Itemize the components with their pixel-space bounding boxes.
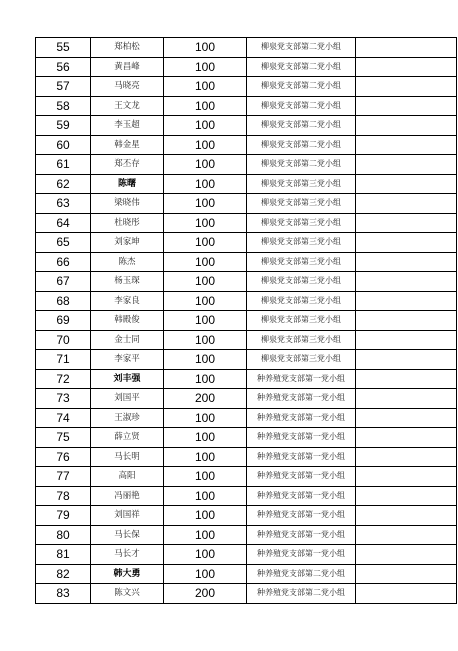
amount-cell: 200 [164, 584, 247, 604]
remarks-cell [356, 116, 457, 136]
row-number-cell: 77 [36, 467, 91, 487]
party-group-cell: 种养殖党支部第一党小组 [247, 447, 356, 467]
member-name-cell: 梁晓伟 [91, 194, 164, 214]
party-group-cell: 柳泉党支部第二党小组 [247, 57, 356, 77]
table-row [36, 194, 457, 214]
amount-cell: 100 [164, 408, 247, 428]
remarks-cell [356, 584, 457, 604]
amount-cell: 100 [164, 311, 247, 331]
row-number-cell: 74 [36, 408, 91, 428]
table-row [36, 545, 457, 565]
party-group-cell: 种养殖党支部第一党小组 [247, 408, 356, 428]
remarks-cell [356, 428, 457, 448]
table-row [36, 330, 457, 350]
row-number-cell: 82 [36, 564, 91, 584]
member-name-cell: 郑丕存 [91, 155, 164, 175]
row-number-cell: 59 [36, 116, 91, 136]
party-group-cell: 种养殖党支部第一党小组 [247, 545, 356, 565]
table-row [36, 233, 457, 253]
remarks-cell [356, 252, 457, 272]
row-number-cell: 63 [36, 194, 91, 214]
remarks-cell [356, 174, 457, 194]
amount-cell: 100 [164, 525, 247, 545]
member-name-cell: 薛立贤 [91, 428, 164, 448]
row-number-cell: 57 [36, 77, 91, 97]
amount-cell: 100 [164, 38, 247, 58]
row-number-cell: 60 [36, 135, 91, 155]
remarks-cell [356, 467, 457, 487]
row-number-cell: 73 [36, 389, 91, 409]
party-group-cell: 种养殖党支部第一党小组 [247, 506, 356, 526]
table-row [36, 428, 457, 448]
party-group-cell: 柳泉党支部第二党小组 [247, 96, 356, 116]
remarks-cell [356, 506, 457, 526]
remarks-cell [356, 194, 457, 214]
member-name-cell: 杜晓彤 [91, 213, 164, 233]
amount-cell: 200 [164, 389, 247, 409]
party-group-cell: 柳泉党支部第二党小组 [247, 135, 356, 155]
amount-cell: 100 [164, 447, 247, 467]
remarks-cell [356, 57, 457, 77]
amount-cell: 100 [164, 369, 247, 389]
row-number-cell: 70 [36, 330, 91, 350]
table-row [36, 174, 457, 194]
row-number-cell: 67 [36, 272, 91, 292]
row-number-cell: 58 [36, 96, 91, 116]
party-group-cell: 种养殖党支部第二党小组 [247, 564, 356, 584]
amount-cell: 100 [164, 77, 247, 97]
row-number-cell: 56 [36, 57, 91, 77]
table-row [36, 389, 457, 409]
party-group-cell: 柳泉党支部第三党小组 [247, 174, 356, 194]
remarks-cell [356, 408, 457, 428]
row-number-cell: 62 [36, 174, 91, 194]
remarks-cell [356, 77, 457, 97]
remarks-cell [356, 272, 457, 292]
table-row [36, 584, 457, 604]
contribution-table [35, 37, 457, 604]
amount-cell: 100 [164, 467, 247, 487]
party-group-cell: 柳泉党支部第三党小组 [247, 213, 356, 233]
row-number-cell: 65 [36, 233, 91, 253]
amount-cell: 100 [164, 428, 247, 448]
table-row [36, 467, 457, 487]
party-group-cell: 种养殖党支部第一党小组 [247, 369, 356, 389]
amount-cell: 100 [164, 252, 247, 272]
member-name-cell: 陈曙 [91, 174, 164, 194]
row-number-cell: 69 [36, 311, 91, 331]
row-number-cell: 75 [36, 428, 91, 448]
amount-cell: 100 [164, 57, 247, 77]
row-number-cell: 55 [36, 38, 91, 58]
table-row [36, 77, 457, 97]
row-number-cell: 72 [36, 369, 91, 389]
party-group-cell: 柳泉党支部第三党小组 [247, 194, 356, 214]
amount-cell: 100 [164, 486, 247, 506]
party-group-cell: 种养殖党支部第一党小组 [247, 428, 356, 448]
member-name-cell: 李玉超 [91, 116, 164, 136]
row-number-cell: 66 [36, 252, 91, 272]
member-name-cell: 刘国祥 [91, 506, 164, 526]
party-group-cell: 种养殖党支部第一党小组 [247, 486, 356, 506]
member-name-cell: 韩金星 [91, 135, 164, 155]
table-row [36, 506, 457, 526]
remarks-cell [356, 447, 457, 467]
member-name-cell: 王淑珍 [91, 408, 164, 428]
amount-cell: 100 [164, 155, 247, 175]
member-name-cell: 金士同 [91, 330, 164, 350]
amount-cell: 100 [164, 291, 247, 311]
party-group-cell: 种养殖党支部第二党小组 [247, 584, 356, 604]
amount-cell: 100 [164, 545, 247, 565]
row-number-cell: 61 [36, 155, 91, 175]
table-body [36, 38, 457, 604]
table-row [36, 447, 457, 467]
member-name-cell: 马晓亮 [91, 77, 164, 97]
party-group-cell: 柳泉党支部第三党小组 [247, 272, 356, 292]
party-group-cell: 柳泉党支部第三党小组 [247, 311, 356, 331]
table-row [36, 135, 457, 155]
remarks-cell [356, 564, 457, 584]
member-name-cell: 李家平 [91, 350, 164, 370]
table-row [36, 486, 457, 506]
party-group-cell: 种养殖党支部第一党小组 [247, 525, 356, 545]
row-number-cell: 83 [36, 584, 91, 604]
member-name-cell: 韩殿俊 [91, 311, 164, 331]
remarks-cell [356, 330, 457, 350]
row-number-cell: 68 [36, 291, 91, 311]
table-row [36, 369, 457, 389]
table-row [36, 311, 457, 331]
member-name-cell: 陈文兴 [91, 584, 164, 604]
table-row [36, 155, 457, 175]
member-name-cell: 杨玉琛 [91, 272, 164, 292]
table-row [36, 38, 457, 58]
member-name-cell: 黄昌峰 [91, 57, 164, 77]
remarks-cell [356, 389, 457, 409]
member-name-cell: 王文龙 [91, 96, 164, 116]
remarks-cell [356, 369, 457, 389]
remarks-cell [356, 311, 457, 331]
row-number-cell: 71 [36, 350, 91, 370]
member-name-cell: 马长明 [91, 447, 164, 467]
remarks-cell [356, 213, 457, 233]
amount-cell: 100 [164, 194, 247, 214]
table-row [36, 408, 457, 428]
amount-cell: 100 [164, 272, 247, 292]
table-row [36, 213, 457, 233]
table-row [36, 96, 457, 116]
amount-cell: 100 [164, 233, 247, 253]
member-name-cell: 韩大勇 [91, 564, 164, 584]
table-row [36, 272, 457, 292]
amount-cell: 100 [164, 506, 247, 526]
party-group-cell: 柳泉党支部第三党小组 [247, 330, 356, 350]
table-row [36, 350, 457, 370]
row-number-cell: 64 [36, 213, 91, 233]
party-group-cell: 柳泉党支部第二党小组 [247, 116, 356, 136]
party-group-cell: 柳泉党支部第三党小组 [247, 233, 356, 253]
member-name-cell: 马长才 [91, 545, 164, 565]
table-row [36, 525, 457, 545]
amount-cell: 100 [164, 213, 247, 233]
party-group-cell: 柳泉党支部第三党小组 [247, 350, 356, 370]
remarks-cell [356, 155, 457, 175]
amount-cell: 100 [164, 350, 247, 370]
amount-cell: 100 [164, 135, 247, 155]
member-name-cell: 陈杰 [91, 252, 164, 272]
remarks-cell [356, 350, 457, 370]
remarks-cell [356, 96, 457, 116]
remarks-cell [356, 38, 457, 58]
amount-cell: 100 [164, 116, 247, 136]
table-row [36, 57, 457, 77]
party-group-cell: 柳泉党支部第二党小组 [247, 155, 356, 175]
amount-cell: 100 [164, 330, 247, 350]
row-number-cell: 79 [36, 506, 91, 526]
party-group-cell: 柳泉党支部第三党小组 [247, 291, 356, 311]
member-name-cell: 高阳 [91, 467, 164, 487]
member-name-cell: 冯丽艳 [91, 486, 164, 506]
row-number-cell: 81 [36, 545, 91, 565]
amount-cell: 100 [164, 96, 247, 116]
member-name-cell: 马长保 [91, 525, 164, 545]
row-number-cell: 80 [36, 525, 91, 545]
row-number-cell: 76 [36, 447, 91, 467]
member-name-cell: 郑柏松 [91, 38, 164, 58]
table-row [36, 291, 457, 311]
remarks-cell [356, 525, 457, 545]
remarks-cell [356, 233, 457, 253]
table-row [36, 252, 457, 272]
amount-cell: 100 [164, 174, 247, 194]
remarks-cell [356, 486, 457, 506]
party-group-cell: 种养殖党支部第一党小组 [247, 389, 356, 409]
party-group-cell: 柳泉党支部第三党小组 [247, 252, 356, 272]
member-name-cell: 刘家坤 [91, 233, 164, 253]
party-group-cell: 柳泉党支部第二党小组 [247, 77, 356, 97]
member-name-cell: 刘国平 [91, 389, 164, 409]
amount-cell: 100 [164, 564, 247, 584]
table-row [36, 564, 457, 584]
member-name-cell: 刘丰强 [91, 369, 164, 389]
row-number-cell: 78 [36, 486, 91, 506]
party-group-cell: 柳泉党支部第二党小组 [247, 38, 356, 58]
member-name-cell: 李家良 [91, 291, 164, 311]
remarks-cell [356, 135, 457, 155]
remarks-cell [356, 291, 457, 311]
table-row [36, 116, 457, 136]
remarks-cell [356, 545, 457, 565]
party-group-cell: 种养殖党支部第一党小组 [247, 467, 356, 487]
